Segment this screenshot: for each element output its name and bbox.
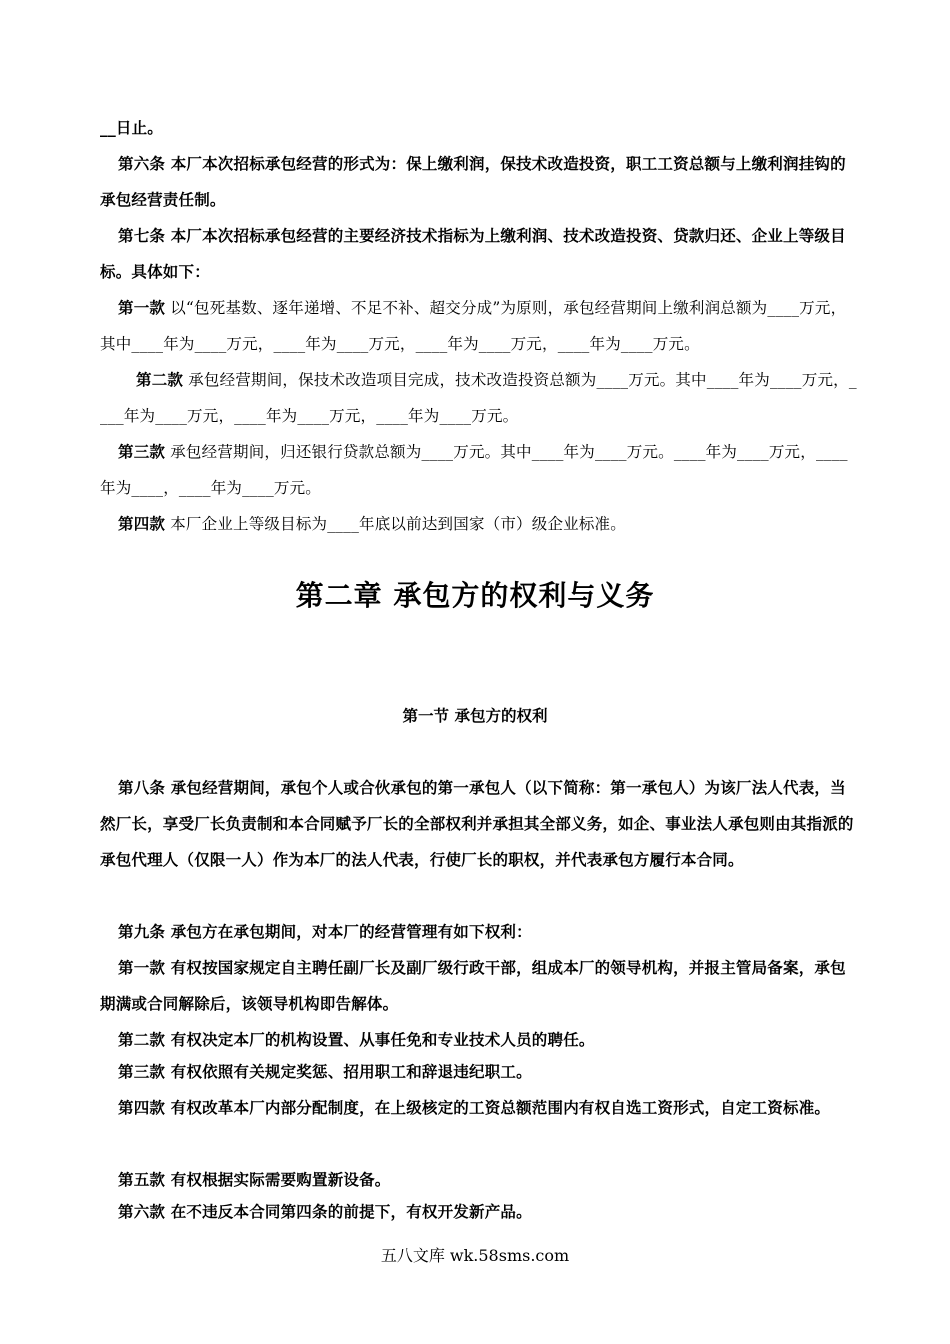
- article-7: 第七条 本厂本次招标承包经营的主要经济技术指标为上缴利润、技术改造投资、贷款归还、企业上等级目标。具体如下：: [100, 226, 846, 281]
- article-9-clause-5: 第五款 有权根据实际需要购置新设备。: [118, 1170, 391, 1189]
- article-9-clause-3: 第三款 有权依照有关规定奖惩、招用职工和辞退违纪职工。: [118, 1062, 532, 1081]
- section-title: 第一节 承包方的权利: [402, 706, 548, 725]
- article-7-clause-1: [100, 290, 860, 362]
- article-9: 第九条 承包方在承包期间，对本厂的经营管理有如下权利：: [118, 922, 532, 941]
- footer-watermark: 五八文库 wk.58sms.com: [380, 1246, 570, 1265]
- article-6: 第六条 本厂本次招标承包经营的形式为：保上缴利润，保技术改造投资，职工工资总额与上缴利润挂钩的承包经营责任制。: [100, 154, 846, 209]
- article-8: 第八条 承包经营期间，承包个人或合伙承包的第一承包人（以下简称：第一承包人）为该厂法人代表，当然厂长，享受厂长负责制和本合同赋予厂长的全部权利并承担其全部义务，如企、事业法人承包则由其指派的承包代理人（仅限一人）作为本厂的法人代表，行使厂长的职权，并代表承包方履行本合同。: [100, 778, 854, 869]
- clause-label: 第二款: [136, 370, 184, 389]
- article-7-clause-2: [100, 362, 860, 434]
- clause-text: 承包经营期间，保技术改造项目完成，技术改造投资总额为____万元。其中____年为____万元，____年为____万元，____年为____万元，____年为____万元。: [100, 371, 857, 425]
- clause-label: 第三款: [118, 442, 166, 461]
- clause-text: 以“包死基数、逐年递增、不足不补、超交分成”为原则，承包经营期间上缴利润总额为____万元，其中____年为____万元，____年为____万元，____年为____万元，____年为____万元。: [100, 299, 847, 353]
- article-9-clause-1: 第一款 有权按国家规定自主聘任副厂长及副厂级行政干部，组成本厂的领导机构，并报主管局备案，承包期满或合同解除后，该领导机构即告解体。: [100, 958, 846, 1013]
- article-7-clause-4: [100, 506, 860, 542]
- article-9-clause-2: 第二款 有权决定本厂的机构设置、从事任免和专业技术人员的聘任。: [118, 1030, 595, 1049]
- article-9-clause-4: 第四款 有权改革本厂内部分配制度，在上级核定的工资总额范围内有权自选工资形式，自定工资标准。: [118, 1098, 831, 1117]
- clause-label: 第一款: [118, 298, 166, 317]
- clause-text: 本厂企业上等级目标为____年底以前达到国家（市）级企业标准。: [165, 515, 626, 533]
- chapter-title: 第二章 承包方的权利与义务: [295, 579, 655, 612]
- clause-label: 第四款: [118, 514, 166, 533]
- paragraph-end-date: __日止。: [100, 118, 164, 137]
- article-9-clause-6: 第六款 在不违反本合同第四条的前提下，有权开发新产品。: [118, 1202, 532, 1221]
- article-7-clause-3: [100, 434, 860, 506]
- clause-text: 承包经营期间，归还银行贷款总额为____万元。其中____年为____万元。____年为____万元，____年为____，____年为____万元。: [100, 443, 848, 497]
